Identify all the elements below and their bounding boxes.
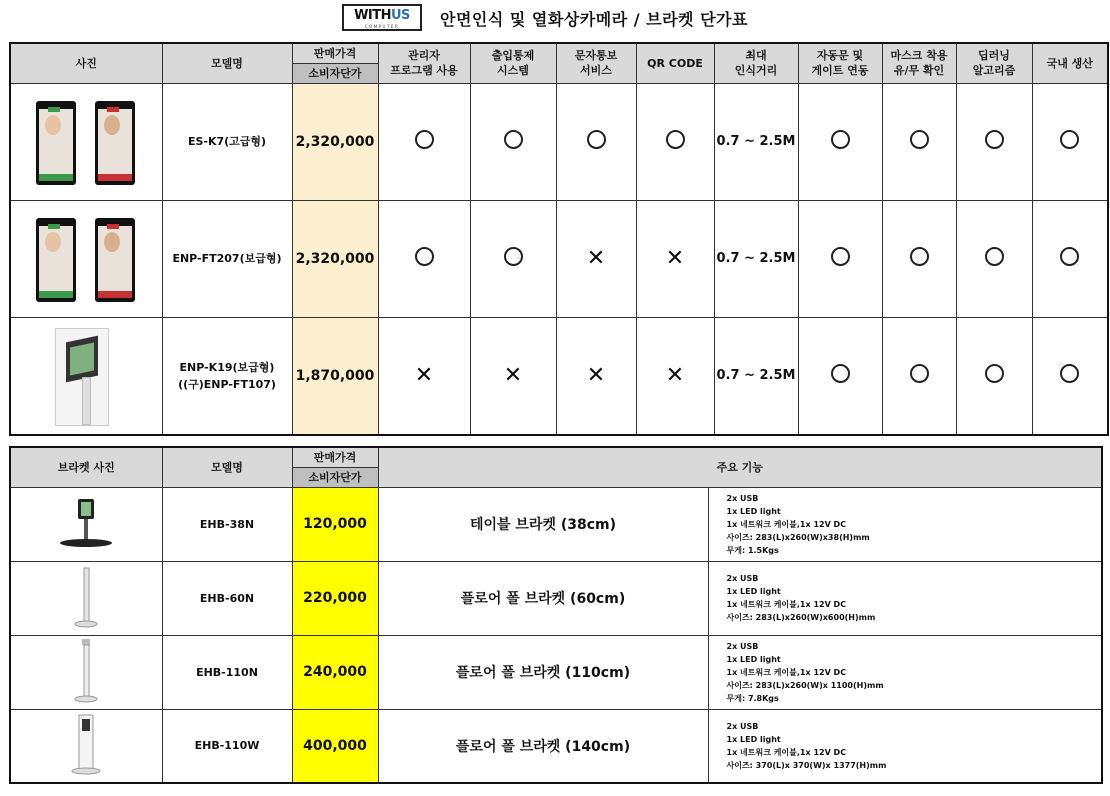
pole-bracket-image <box>64 711 108 777</box>
mark-mask <box>882 200 956 317</box>
header-bracket-photo: 브라켓 사진 <box>10 447 162 487</box>
mark-access <box>470 317 556 435</box>
cross-no-icon: ✕ <box>503 362 523 388</box>
cross-no-icon: ✕ <box>414 362 434 388</box>
bracket-photo <box>10 561 162 635</box>
table-row <box>10 487 1102 561</box>
table-row <box>10 200 1108 317</box>
table-row <box>10 83 1108 200</box>
bracket-name: 플로어 폴 브라켓 (60cm) <box>378 561 708 635</box>
mark-admin <box>378 200 470 317</box>
mark-gate <box>798 200 882 317</box>
circle-yes-icon <box>910 130 929 155</box>
table-row <box>10 635 1102 709</box>
pole-bracket-image <box>66 564 106 630</box>
circle-yes-icon <box>1060 364 1079 389</box>
circle-yes-icon <box>1060 130 1079 155</box>
price-value: 1,870,000 <box>292 317 378 435</box>
circle-yes-icon <box>666 130 685 155</box>
circle-yes-icon <box>415 130 434 155</box>
bracket-model: EHB-60N <box>162 561 292 635</box>
header-bracket-price: 판매가격 <box>292 447 378 467</box>
header-price-sub: 소비자단가 <box>292 63 378 83</box>
header-features: 주요 기능 <box>378 447 1102 487</box>
circle-yes-icon <box>1060 247 1079 272</box>
circle-yes-icon <box>831 364 850 389</box>
mark-sms <box>556 83 636 200</box>
bracket-features: 2x USB 1x LED light 1x 네트워크 케이블,1x 12V DC 사이즈: 283(L)x260(W)x600(H)mm <box>708 561 1102 635</box>
header-photo: 사진 <box>10 43 162 83</box>
mark-mask <box>882 83 956 200</box>
page-header <box>0 4 1110 34</box>
mark-gate <box>798 83 882 200</box>
mark-sms <box>556 317 636 435</box>
circle-yes-icon <box>985 247 1004 272</box>
bracket-features: 2x USB 1x LED light 1x 네트워크 케이블,1x 12V DC 사이즈: 283(L)x260(W)x38(H)mm 무게: 1.5Kgs <box>708 487 1102 561</box>
model-name: ENP-FT207(보급형) <box>162 200 292 317</box>
mark-access <box>470 83 556 200</box>
model-name: ENP-K19(보급형) ((구)ENP-FT107) <box>162 317 292 435</box>
mark-domestic <box>1032 83 1108 200</box>
mark-deep <box>956 200 1032 317</box>
circle-yes-icon <box>415 247 434 272</box>
bracket-name: 테이블 브라켓 (38cm) <box>378 487 708 561</box>
tablet-image <box>36 218 76 302</box>
mark-admin <box>378 83 470 200</box>
header-access-control: 출입통제 시스템 <box>470 43 556 83</box>
mark-deep <box>956 317 1032 435</box>
bracket-features: 2x USB 1x LED light 1x 네트워크 케이블,1x 12V DC 사이즈: 370(L)x 370(W)x 1377(H)mm <box>708 709 1102 783</box>
table-row <box>10 709 1102 783</box>
mark-domestic <box>1032 200 1108 317</box>
device-photo <box>10 200 162 317</box>
bracket-model: EHB-38N <box>162 487 292 561</box>
device-photo <box>10 83 162 200</box>
table-row <box>10 317 1108 435</box>
mark-mask <box>882 317 956 435</box>
bracket-price: 220,000 <box>292 561 378 635</box>
header-max-distance: 최대 인식거리 <box>714 43 798 83</box>
circle-yes-icon <box>587 130 606 155</box>
circle-yes-icon <box>831 247 850 272</box>
device-price-table <box>9 42 1109 436</box>
mark-access <box>470 200 556 317</box>
price-value: 2,320,000 <box>292 200 378 317</box>
bracket-price-table <box>9 446 1103 784</box>
mark-qr <box>636 200 714 317</box>
bracket-photo <box>10 709 162 783</box>
mark-domestic <box>1032 317 1108 435</box>
header-deep-learning: 딥러닝 알고리즘 <box>956 43 1032 83</box>
circle-yes-icon <box>985 130 1004 155</box>
cross-no-icon: ✕ <box>665 245 685 271</box>
header-admin-program: 관리자 프로그램 사용 <box>378 43 470 83</box>
table-row <box>10 561 1102 635</box>
bracket-photo <box>10 487 162 561</box>
mark-qr <box>636 317 714 435</box>
bracket-features: 2x USB 1x LED light 1x 네트워크 케이블,1x 12V DC 사이즈: 283(L)x260(W)x 1100(H)mm 무게: 7.8Kgs <box>708 635 1102 709</box>
bracket-model: EHB-110N <box>162 635 292 709</box>
price-value: 2,320,000 <box>292 83 378 200</box>
header-gate-link: 자동문 및 게이트 연동 <box>798 43 882 83</box>
mark-admin <box>378 317 470 435</box>
circle-yes-icon <box>910 364 929 389</box>
header-domestic: 국내 생산 <box>1032 43 1108 83</box>
withus-logo: WITHUS COMPUTER <box>342 4 422 31</box>
bracket-price: 400,000 <box>292 709 378 783</box>
header-qr-code: QR CODE <box>636 43 714 83</box>
header-model: 모델명 <box>162 43 292 83</box>
mark-qr <box>636 83 714 200</box>
bracket-photo <box>10 635 162 709</box>
header-price: 판매가격 <box>292 43 378 63</box>
mark-sms <box>556 200 636 317</box>
distance-value: 0.7 ~ 2.5M <box>714 83 798 200</box>
distance-value: 0.7 ~ 2.5M <box>714 200 798 317</box>
cross-no-icon: ✕ <box>586 362 606 388</box>
header-sms-service: 문자통보 서비스 <box>556 43 636 83</box>
bracket-name: 플로어 폴 브라켓 (110cm) <box>378 635 708 709</box>
pole-bracket-image <box>66 637 106 705</box>
model-name: ES-K7(고급형) <box>162 83 292 200</box>
bracket-price: 120,000 <box>292 487 378 561</box>
tablet-image <box>95 101 135 185</box>
header-bracket-price-sub: 소비자단가 <box>292 467 378 487</box>
cross-no-icon: ✕ <box>665 362 685 388</box>
circle-yes-icon <box>985 364 1004 389</box>
device-photo <box>10 317 162 435</box>
cross-no-icon: ✕ <box>586 245 606 271</box>
mark-gate <box>798 317 882 435</box>
bracket-model: EHB-110W <box>162 709 292 783</box>
kiosk-image <box>55 328 109 426</box>
circle-yes-icon <box>831 130 850 155</box>
circle-yes-icon <box>910 247 929 272</box>
circle-yes-icon <box>504 247 523 272</box>
mark-deep <box>956 83 1032 200</box>
tablet-image <box>95 218 135 302</box>
header-bracket-model: 모델명 <box>162 447 292 487</box>
page-title: 안면인식 및 열화상카메라 / 브라켓 단가표 <box>440 10 748 29</box>
bracket-price: 240,000 <box>292 635 378 709</box>
table-bracket-image <box>56 493 116 553</box>
distance-value: 0.7 ~ 2.5M <box>714 317 798 435</box>
tablet-image <box>36 101 76 185</box>
circle-yes-icon <box>504 130 523 155</box>
header-mask-check: 마스크 착용 유/무 확인 <box>882 43 956 83</box>
bracket-name: 플로어 폴 브라켓 (140cm) <box>378 709 708 783</box>
